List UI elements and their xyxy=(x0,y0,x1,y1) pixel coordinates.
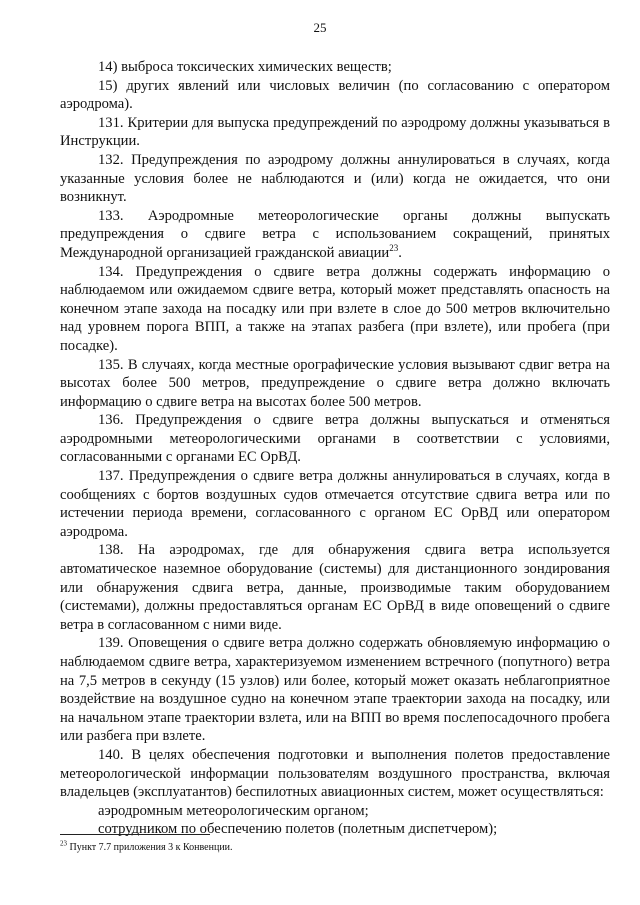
paragraph-136 xyxy=(60,411,610,467)
paragraph-15 xyxy=(60,77,610,114)
item-text: Критерии для выпуска предупреждений по аэродрому должны указываться в Инструкции. xyxy=(60,114,611,150)
item-text: Предупреждения по аэродрому должны аннулироваться в случаях, когда указанные условия более не наблюдаются и (или) когда не ожидается, что они возникнут. xyxy=(60,151,610,206)
sub-item-2: сотрудником по обеспечению полетов (полетным диспетчером); xyxy=(98,821,498,838)
item-number: 136. xyxy=(98,412,124,429)
footnote-marker: 23 xyxy=(60,839,67,848)
item-text: Предупреждения о сдвиге ветра должны содержать информацию о наблюдаемом или ожидаемом сдвиге ветра, который может представлять опасность на конечном этапе захода на посадку или при взлете в слое до 500 метров включительно над уровнем порога ВПП, а также на этапах разбега (при взлете), или пробега (при посадке). xyxy=(60,263,610,354)
item-number: 132. xyxy=(98,151,124,168)
item-number: 135. xyxy=(98,356,124,373)
paragraph-138 xyxy=(60,541,610,634)
item-number: 133. xyxy=(98,207,124,224)
item-number: 139. xyxy=(98,635,124,652)
footnote-text: Пункт 7.7 приложения 3 к Конвенции. xyxy=(69,842,233,853)
footnote-reference[interactable]: 23 xyxy=(389,243,399,254)
footnote-divider xyxy=(60,834,210,835)
item-text: Аэродромные метеорологические органы должны выпускать предупреждения о сдвиге ветра с использованием сокращений, принятых Международной организацией гражданской авиации xyxy=(60,207,611,261)
paragraph-140 xyxy=(60,746,610,802)
item-text: В целях обеспечения подготовки и выполнения полетов предоставление метеорологической информации пользователям воздушного пространства, включая владельцев (эксплуатантов) беспилотных авиационных систем, может осуществляться: xyxy=(60,746,610,801)
item-text: Предупреждения о сдвиге ветра должны выпускаться и отменяться аэродромными метеорологическими органами в соответствии с условиями, согласованными с органами ЕС ОрВД. xyxy=(60,412,610,466)
item-text: Предупреждения о сдвиге ветра должны аннулироваться в случаях, когда в сообщениях с бортов воздушных судов отмечается отсутствие сдвига ветра или по истечении периода времени, согласованного с органом ЕС ОрВД или оператором аэродрома. xyxy=(60,468,610,540)
sub-item-1: аэродромным метеорологическим органом; xyxy=(98,802,369,819)
item-text: В случаях, когда местные орографические условия вызывают сдвиг ветра на высотах более 500 метров, предупреждение о сдвиге ветра должно включать информацию о сдвиге ветра на высотах более 500 метров. xyxy=(60,356,610,410)
item-number: 131. xyxy=(98,114,124,131)
item-number: 137. xyxy=(98,468,124,485)
paragraph-139 xyxy=(60,634,610,746)
item-text: других явлений или числовых величин (по согласованию с оператором аэродрома). xyxy=(60,77,610,113)
paragraph-14 xyxy=(60,58,610,77)
footnote xyxy=(60,839,610,854)
item-tail: . xyxy=(398,244,402,261)
item-number: 14) xyxy=(98,59,118,75)
item-number: 140. xyxy=(98,746,124,763)
item-number: 134. xyxy=(98,263,124,280)
paragraph-135 xyxy=(60,356,610,412)
item-number: 15) xyxy=(98,77,118,94)
item-number: 138. xyxy=(98,542,124,559)
page-number: 25 xyxy=(313,20,327,35)
paragraph-134 xyxy=(60,263,610,356)
page-body xyxy=(60,58,610,839)
item-text: выброса токсических химических веществ; xyxy=(121,59,392,75)
paragraph-137 xyxy=(60,467,610,541)
item-text: Оповещения о сдвиге ветра должно содержать обновляемую информацию о наблюдаемом сдвиге ветра, характеризуемом изменением встречного (попутного) ветра на 7,5 метров в секунду (15 узлов) или более, который может оказать неблагоприятное воздействие на воздушное судно на конечном этапе траектории захода на посадку, или на начальном этапе траектории взлета, или на ВПП во время послепосадочного пробега или разбега при взлете. xyxy=(60,635,610,745)
item-text: На аэродромах, где для обнаружения сдвига ветра используется автоматическое наземное оборудование (системы) для дистанционного зондирования или обнаружения сдвига ветра, данные, производимые таким оборудованием (системами), должны предоставляться органам ЕС ОрВД в виде оповещений о сдвиге ветра в согласованном с ними виде. xyxy=(60,542,610,633)
paragraph-132 xyxy=(60,151,610,207)
paragraph-131 xyxy=(60,114,610,151)
paragraph-133 xyxy=(60,207,610,263)
